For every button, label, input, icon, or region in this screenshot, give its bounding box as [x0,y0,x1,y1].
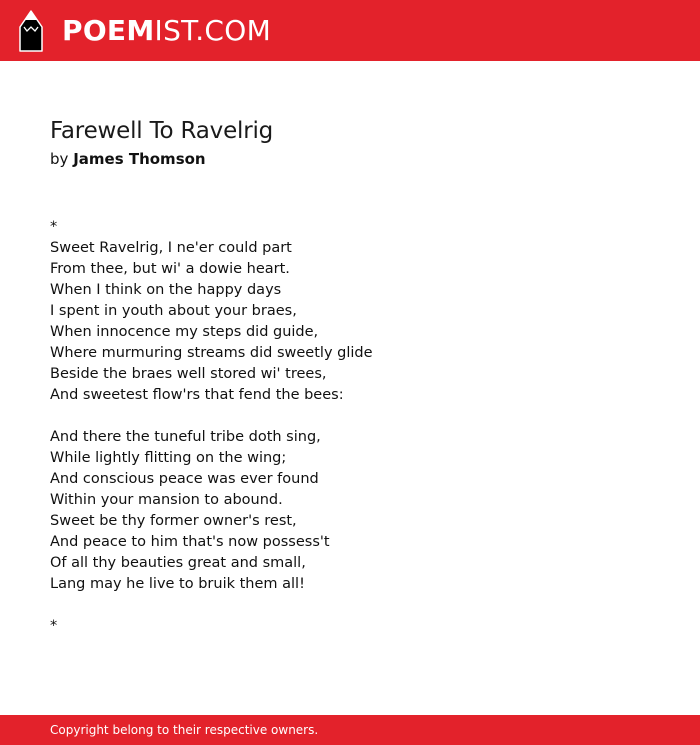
poem-line: Sweet be thy former owner's rest, [50,513,297,529]
poem-line: And sweetest flow'rs that fend the bees: [50,387,344,403]
poem-line: * [50,618,58,634]
poem-line: When innocence my steps did guide, [50,324,319,340]
brand-rest: IST.COM [154,14,272,47]
byline [50,148,650,170]
poem-line: When I think on the happy days [50,282,282,298]
by-label: by [50,150,69,168]
brand-bold: POEM [62,14,155,47]
poem-line: * [50,219,58,235]
poem-line: Lang may he live to bruik them all! [50,576,305,592]
stanza [50,217,650,406]
stanza [50,616,650,637]
site-footer [0,715,700,745]
poem-line: And peace to him that's now possess't [50,534,330,550]
poem-line: And conscious peace was ever found [50,471,319,487]
poem-line: Where murmuring streams did sweetly glide [50,345,373,361]
brand-wordmark [62,12,271,50]
author-name: James Thomson [73,150,206,168]
stanza [50,427,650,595]
poem-line: Within your mansion to abound. [50,492,283,508]
copyright-notice: Copyright belong to their respective owners. [50,723,319,737]
site-header [0,0,700,61]
poem-body [50,217,650,637]
poem-line: Beside the braes well stored wi' trees, [50,366,327,382]
poem-line: From thee, but wi' a dowie heart. [50,261,290,277]
poem-line: I spent in youth about your braes, [50,303,297,319]
poem-line: And there the tuneful tribe doth sing, [50,429,321,445]
poem-content [50,114,650,658]
poem-line: While lightly flitting on the wing; [50,450,287,466]
pencil-tip-icon [18,10,44,52]
poem-line: Sweet Ravelrig, I ne'er could part [50,240,292,256]
poem-title: Farewell To Ravelrig [50,118,274,144]
poem-line: Of all thy beauties great and small, [50,555,306,571]
